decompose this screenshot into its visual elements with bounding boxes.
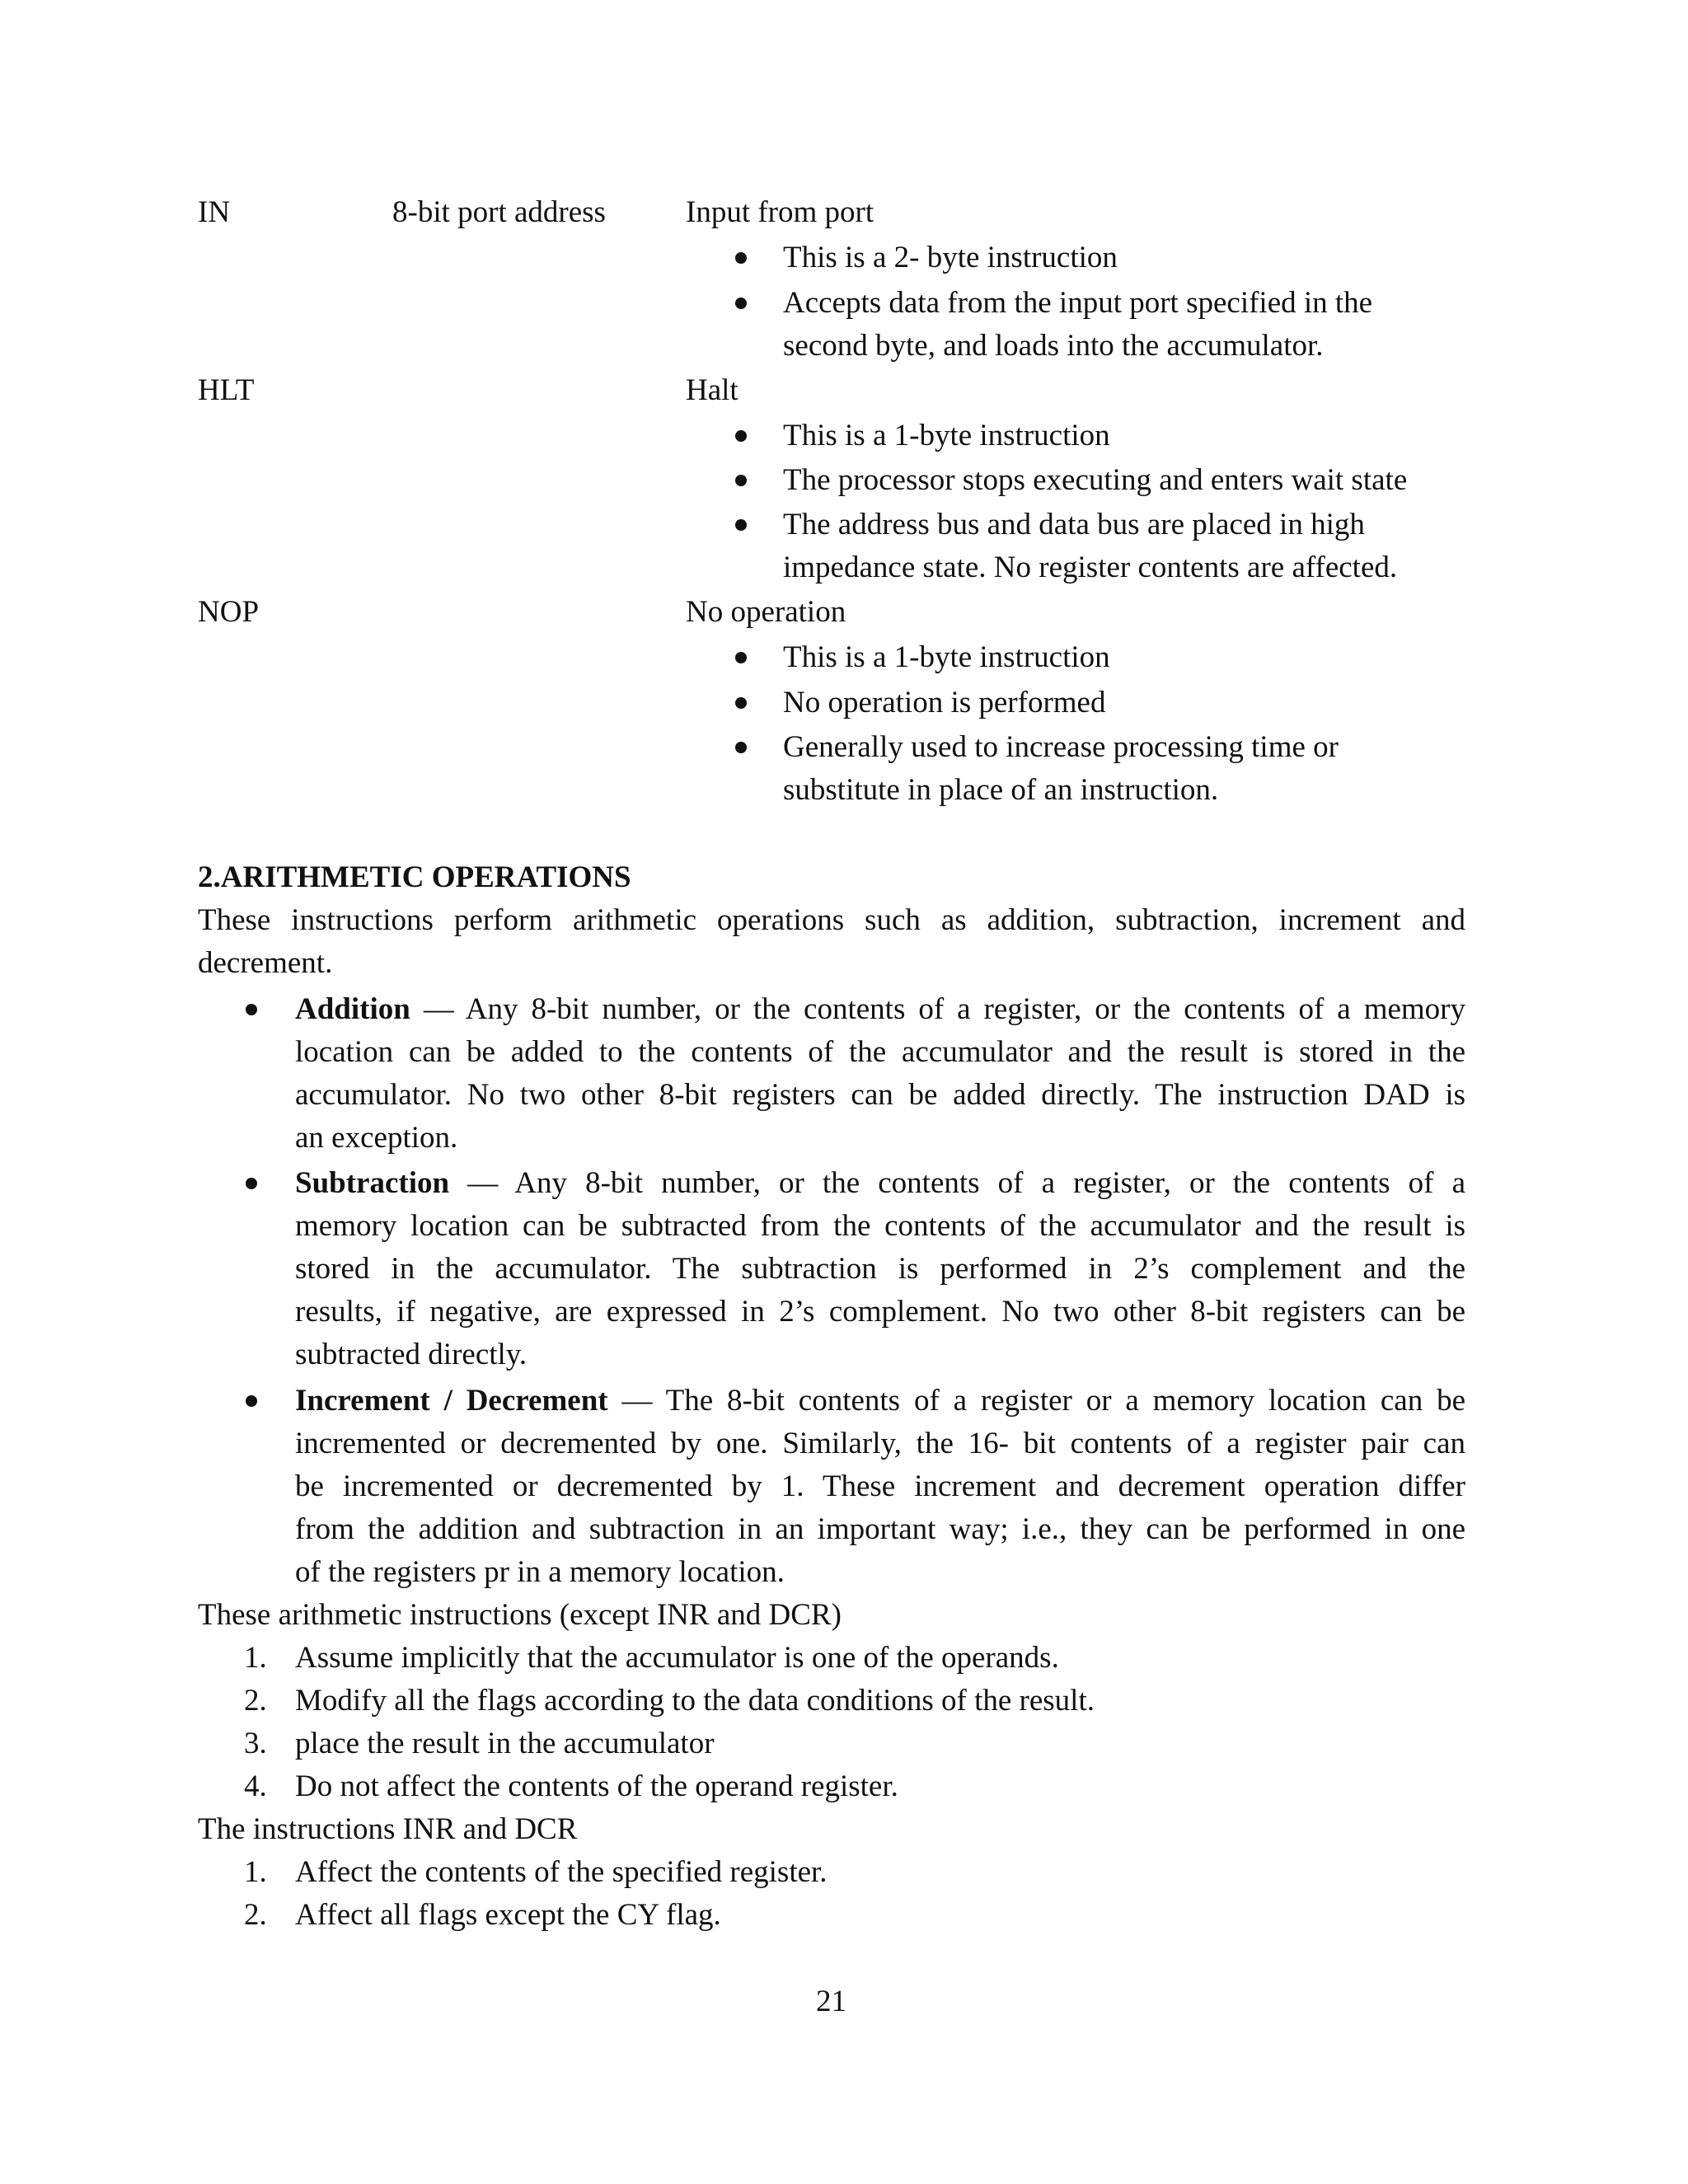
bullet-icon <box>735 475 747 486</box>
opcode-nop: NOP <box>198 595 260 629</box>
bullet-icon <box>735 430 747 442</box>
in-bullet-1: This is a 2- byte instruction <box>783 241 1118 274</box>
bullet-icon <box>735 742 747 753</box>
bullet-icon <box>246 1004 257 1015</box>
section-intro-line-1: These instructions perform arithmetic operations such as addition, subtraction, increment and <box>198 903 1465 937</box>
nop-bullet-3: Generally used to increase processing time or <box>783 730 1339 764</box>
incdec-line-2: incremented or decremented by one. Similarly, the 16- bit contents of a register pair can <box>295 1427 1465 1460</box>
addition-line-3: accumulator. No two other 8-bit registers can be added directly. The instruction DAD is <box>295 1078 1465 1112</box>
arith-num-4: 4. <box>244 1769 267 1803</box>
arith-num-3: 3. <box>244 1727 267 1760</box>
hlt-bullet-1: This is a 1-byte instruction <box>783 419 1110 452</box>
bullet-icon <box>735 697 747 709</box>
opcode-in: IN <box>198 195 231 229</box>
arith-intro: These arithmetic instructions (except INR and DCR) <box>198 1598 842 1632</box>
nop-bullet-1: This is a 1-byte instruction <box>783 640 1110 674</box>
arith-item-3: place the result in the accumulator <box>295 1727 715 1760</box>
in-bullet-2-cont: second byte, and loads into the accumulator. <box>783 329 1324 363</box>
inr-intro: The instructions INR and DCR <box>198 1812 578 1846</box>
nop-bullet-3-cont: substitute in place of an instruction. <box>783 773 1219 807</box>
description-in: Input from port <box>686 195 874 229</box>
arith-item-1: Assume implicitly that the accumulator is one of the operands. <box>295 1641 1059 1675</box>
inr-item-1: Affect the contents of the specified register. <box>295 1855 828 1889</box>
subtraction-term: Subtraction <box>295 1166 450 1200</box>
addition-line-1: Addition — Any 8-bit number, or the contents of a register, or the contents of a memory <box>295 992 1465 1026</box>
opcode-hlt: HLT <box>198 373 255 407</box>
hlt-bullet-3-cont: impedance state. No register contents are affected. <box>783 551 1398 584</box>
incdec-line-3: be incremented or decremented by 1. These increment and decrement operation differ <box>295 1469 1465 1503</box>
subtraction-line-5: subtracted directly. <box>295 1338 528 1371</box>
hlt-bullet-3: The address bus and data bus are placed in high <box>783 508 1365 541</box>
subtraction-line-1: Subtraction — Any 8-bit number, or the contents of a register, or the contents of a <box>295 1166 1465 1200</box>
incdec-line-5: of the registers pr in a memory location. <box>295 1555 785 1589</box>
incdec-term: Increment / Decrement <box>295 1384 608 1418</box>
bullet-icon <box>735 298 747 309</box>
arith-item-4: Do not affect the contents of the operand register. <box>295 1769 898 1803</box>
bullet-icon <box>735 252 747 264</box>
arith-num-1: 1. <box>244 1641 267 1675</box>
inr-item-2: Affect all flags except the CY flag. <box>295 1898 721 1932</box>
bullet-icon <box>246 1395 257 1407</box>
description-hlt: Halt <box>686 373 738 407</box>
arith-item-2: Modify all the flags according to the data conditions of the result. <box>295 1684 1095 1718</box>
inr-num-2: 2. <box>244 1898 267 1932</box>
bullet-icon <box>735 519 747 531</box>
description-nop: No operation <box>686 595 846 629</box>
addition-line-4: an exception. <box>295 1121 458 1155</box>
arith-num-2: 2. <box>244 1684 267 1718</box>
inr-num-1: 1. <box>244 1855 267 1889</box>
addition-line-2: location can be added to the contents of the accumulator and the result is stored in the <box>295 1035 1465 1069</box>
operand-in: 8-bit port address <box>392 195 606 229</box>
incdec-line-4: from the addition and subtraction in an important way; i.e., they can be performed in one <box>295 1512 1465 1546</box>
incdec-line-1: Increment / Decrement — The 8-bit contents of a register or a memory location can be <box>295 1384 1465 1418</box>
page-number: 21 <box>816 1985 846 2018</box>
bullet-icon <box>735 652 747 663</box>
section-heading: 2.ARITHMETIC OPERATIONS <box>198 860 631 894</box>
nop-bullet-2: No operation is performed <box>783 686 1106 719</box>
section-intro-line-2: decrement. <box>198 946 333 980</box>
hlt-bullet-2: The processor stops executing and enters wait state <box>783 463 1408 497</box>
bullet-icon <box>246 1178 257 1189</box>
subtraction-line-2: memory location can be subtracted from the contents of the accumulator and the result is <box>295 1209 1465 1243</box>
addition-term: Addition <box>295 992 410 1026</box>
in-bullet-2: Accepts data from the input port specified in the <box>783 286 1373 320</box>
subtraction-line-3: stored in the accumulator. The subtraction is performed in 2’s complement and the <box>295 1252 1465 1286</box>
subtraction-line-4: results, if negative, are expressed in 2’s complement. No two other 8-bit registers can be <box>295 1295 1465 1329</box>
